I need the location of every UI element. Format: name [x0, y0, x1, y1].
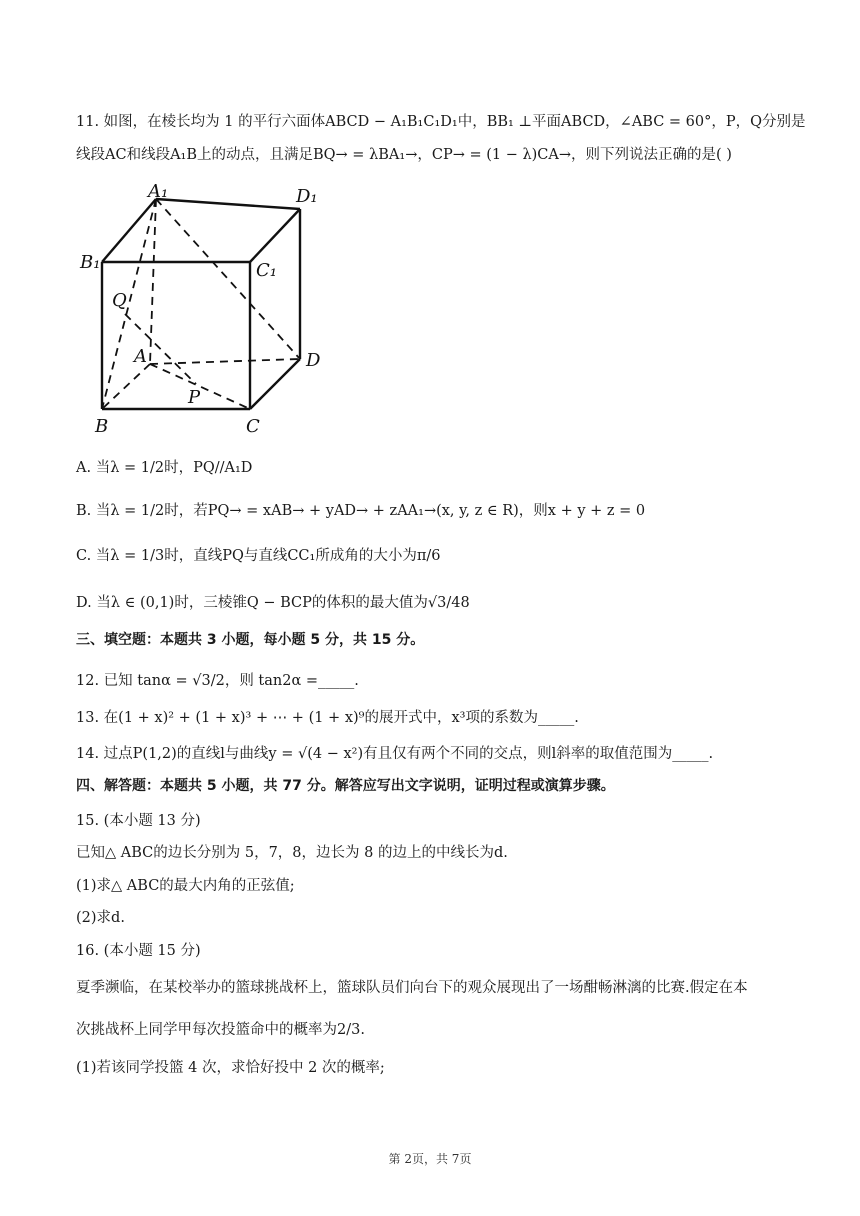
label-C: C [246, 416, 260, 437]
label-Q: Q [112, 290, 127, 311]
q15-header: 15. (本小题 13 分) [76, 813, 201, 829]
q15-part1: (1)求△ ABC的最大内角的正弦值; [76, 878, 295, 894]
q11-option-a: A. 当λ = 1/2时，PQ//A₁D [76, 460, 253, 476]
q13: 13. 在(1 + x)² + (1 + x)³ + ⋯ + (1 + x)⁹的展开式中，x³项的系数为_____. [76, 710, 579, 726]
q16-stem-line1: 夏季濒临，在某校举办的篮球挑战杯上，篮球队员们向台下的观众展现出了一场酣畅淋漓的比赛.假定在本 [76, 980, 748, 996]
page-footer: 第 2页，共 7页 [388, 1152, 472, 1166]
q11-line2: 线段AC和线段A₁B上的动点，且满足BQ→ = λBA₁→，CP→ = (1 − λ)CA→，则下列说法正确的是( ) [76, 147, 732, 163]
q16-stem-line2: 次挑战杯上同学甲每次投篮命中的概率为2/3. [76, 1022, 365, 1038]
section-3-heading: 三、填空题：本题共 3 小题，每小题 5 分，共 15 分。 [76, 632, 425, 648]
q12: 12. 已知 tanα = √3/2，则 tan2α =_____. [76, 673, 359, 689]
parallelepiped-figure [78, 184, 328, 444]
q15-stem: 已知△ ABC的边长分别为 5，7，8，边长为 8 的边上的中线长为d. [76, 845, 508, 861]
label-D: D [306, 350, 321, 371]
q11-option-c: C. 当λ = 1/3时，直线PQ与直线CC₁所成角的大小为π/6 [76, 548, 441, 564]
label-B1: B₁ [80, 252, 101, 273]
q11-line1: 11. 如图，在棱长均为 1 的平行六面体ABCD − A₁B₁C₁D₁中，BB₁ ⊥平面ABCD，∠ABC = 60°，P，Q分别是 [76, 114, 806, 130]
label-P: P [188, 387, 201, 408]
label-A: A [134, 346, 147, 367]
q14: 14. 过点P(1,2)的直线l与曲线y = √(4 − x²)有且仅有两个不同的交点，则l斜率的取值范围为_____. [76, 746, 714, 762]
q15-part2: (2)求d. [76, 910, 125, 926]
label-B: B [95, 416, 109, 437]
q11-option-d: D. 当λ ∈ (0,1)时，三棱锥Q − BCP的体积的最大值为√3/48 [76, 595, 470, 611]
label-A1: A₁ [148, 184, 169, 202]
q11-option-b: B. 当λ = 1/2时，若PQ→ = xAB→ + yAD→ + zAA₁→(x, y, z ∈ R)，则x + y + z = 0 [76, 503, 646, 519]
q16-part1: (1)若该同学投篮 4 次，求恰好投中 2 次的概率; [76, 1060, 385, 1076]
q16-header: 16. (本小题 15 分) [76, 943, 201, 959]
section-4-heading: 四、解答题：本题共 5 小题，共 77 分。解答应写出文字说明，证明过程或演算步骤。 [76, 778, 615, 794]
label-D1: D₁ [296, 186, 318, 207]
label-C1: C₁ [256, 260, 277, 281]
